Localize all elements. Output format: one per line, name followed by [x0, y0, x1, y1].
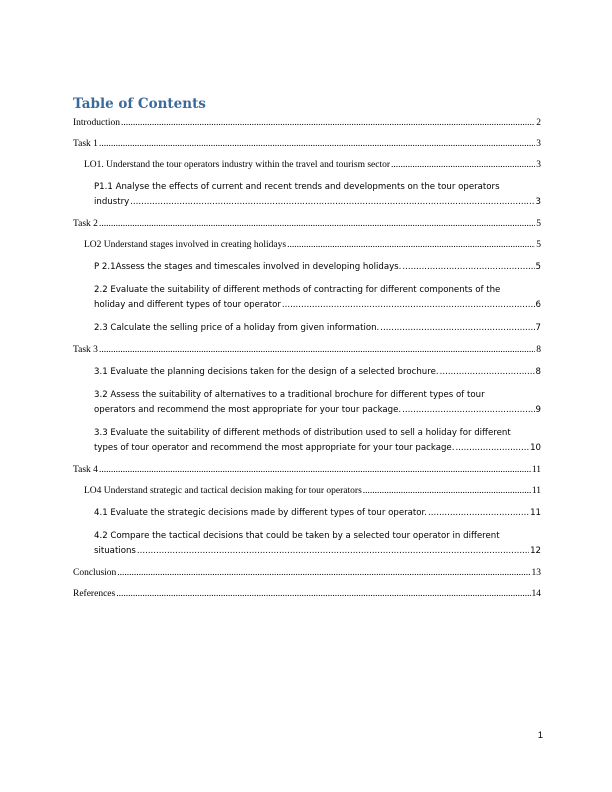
toc-entry-page: 11 [531, 486, 541, 496]
toc-entry-2-3[interactable] [73, 321, 541, 336]
toc-entry-page: 12 [530, 546, 541, 556]
toc-entry-3-1[interactable] [73, 365, 541, 380]
toc-entry-page: 8 [536, 345, 541, 355]
toc-entry-page: 9 [535, 405, 541, 415]
toc-entry-text: LO1. Understand the tour operators industry within the travel and tourism sector [84, 160, 391, 170]
toc-entry-page: 10 [530, 443, 541, 453]
toc-entry-p1-1[interactable] [73, 180, 541, 210]
toc-entry-text: Task 2 [73, 219, 98, 229]
toc-entry-task-4[interactable] [73, 464, 541, 476]
toc-entry-conclusion[interactable] [73, 567, 541, 579]
toc-entry-3-3[interactable] [73, 426, 541, 456]
page-number: 1 [537, 730, 543, 741]
toc-entry-page: 3 [535, 197, 541, 207]
toc-entry-page: 14 [531, 589, 541, 599]
toc-entry-references[interactable] [73, 588, 541, 600]
toc-entry-4-2[interactable] [73, 529, 541, 559]
toc-entry-text-line1: 3.3 Evaluate the suitability of different methods of distribution used to sell a holiday for different [94, 428, 511, 438]
table-of-contents [73, 95, 541, 609]
toc-entry-page: 2 [536, 118, 541, 128]
toc-entry-page: 5 [536, 240, 541, 250]
toc-title: Table of Contents [73, 96, 206, 112]
toc-entry-text-line2: industry [94, 197, 130, 207]
toc-entry-text-line1: 2.2 Evaluate the suitability of different methods of contracting for different components of the [94, 285, 501, 295]
toc-entry-text: Conclusion [73, 568, 117, 578]
toc-entry-page: 13 [531, 568, 541, 578]
toc-entry-text-line2: types of tour operator and recommend the most appropriate for your tour package. [94, 443, 455, 453]
toc-entry-2-2[interactable] [73, 283, 541, 313]
toc-entry-task-1[interactable] [73, 138, 541, 150]
toc-entry-text: LO4 Understand strategic and tactical decision making for tour operators [84, 486, 362, 496]
toc-entry-text: 2.3 Calculate the selling price of a holiday from given information. [94, 323, 380, 333]
toc-entry-text-line1: 3.2 Assess the suitability of alternatives to a traditional brochure for different types of tour [94, 390, 485, 400]
toc-entry-p2-1[interactable] [73, 260, 541, 275]
toc-entry-task-2[interactable] [73, 218, 541, 230]
toc-entry-introduction[interactable] [73, 117, 541, 129]
toc-entry-page: 7 [535, 323, 541, 333]
toc-entry-text: P 2.1Assess the stages and timescales involved in developing holidays. [94, 262, 402, 272]
toc-entry-page: 11 [531, 465, 541, 475]
toc-entry-text-line2: situations [94, 546, 136, 556]
toc-entry-text: Introduction [73, 118, 120, 128]
toc-entry-page: 6 [535, 300, 541, 310]
toc-entry-page: 5 [536, 219, 541, 229]
toc-entry-text-line2: holiday and different types of tour operator [94, 300, 281, 310]
toc-entry-text: 3.1 Evaluate the planning decisions taken for the design of a selected brochure. [94, 367, 439, 377]
toc-entry-text-line1: P1.1 Analyse the effects of current and recent trends and developments on the tour operators [94, 182, 500, 192]
toc-entry-text-line1: 4.2 Compare the tactical decisions that could be taken by a selected tour operator in different [94, 531, 500, 541]
toc-entry-lo1[interactable] [73, 159, 541, 171]
toc-entry-task-3[interactable] [73, 344, 541, 356]
toc-entry-page: 3 [536, 160, 541, 170]
toc-entry-text: Task 1 [73, 139, 98, 149]
toc-entry-text: Task 4 [73, 465, 98, 475]
toc-entry-page: 3 [536, 139, 541, 149]
toc-entry-4-1[interactable] [73, 506, 541, 521]
toc-entry-text: Task 3 [73, 345, 98, 355]
toc-entry-text: References [73, 589, 116, 599]
toc-entry-page: 8 [535, 367, 541, 377]
toc-entry-text: 4.1 Evaluate the strategic decisions made by different types of tour operator. [94, 508, 428, 518]
toc-entry-text-line2: operators and recommend the most appropriate for your tour package. [94, 405, 402, 415]
toc-entry-lo4[interactable] [73, 485, 541, 497]
toc-entry-lo2[interactable] [73, 239, 541, 251]
toc-entry-page: 11 [530, 508, 541, 518]
toc-entry-text: LO2 Understand stages involved in creating holidays [84, 240, 287, 250]
toc-entry-page: 5 [535, 262, 541, 272]
toc-entry-3-2[interactable] [73, 388, 541, 418]
